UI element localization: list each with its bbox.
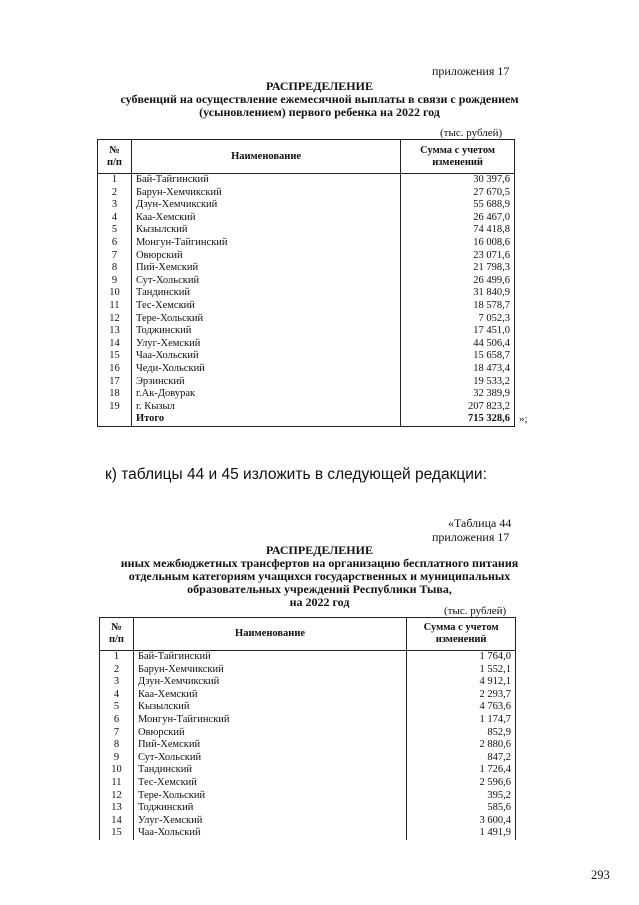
district-name: Барун-Хемчикский (133, 664, 406, 677)
sum-value: 207 823,2 (401, 401, 515, 414)
district-name: Тере-Хольский (131, 313, 400, 326)
district-name: Тандинский (133, 764, 406, 777)
table44-title: РАСПРЕДЕЛЕНИЕ (266, 543, 373, 557)
row-number: 17 (98, 376, 132, 389)
sum-value: 1 764,0 (407, 651, 516, 664)
table-row (100, 790, 516, 803)
district-name: Пий-Хемский (131, 262, 400, 275)
district-name: Тере-Хольский (133, 790, 406, 803)
table-row (98, 237, 515, 250)
table44-subtitle-line3: образовательных учреждений Республики Тыва, (187, 582, 452, 596)
table17-unit: (тыс. рублей) (440, 127, 503, 139)
district-name: Барун-Хемчикский (131, 187, 400, 200)
district-name: Тоджинский (133, 802, 406, 815)
district-name: Чаа-Хольский (133, 827, 406, 840)
table44-subtitle-line4: на 2022 год (289, 595, 350, 609)
row-number: 9 (100, 752, 134, 765)
table-row (100, 701, 516, 714)
sum-value: 1 726,4 (407, 764, 516, 777)
sum-value: 15 658,7 (401, 350, 515, 363)
table44-unit: (тыс. рублей) (444, 605, 507, 617)
district-name: Бай-Тайгинский (133, 651, 406, 664)
row-number: 11 (98, 300, 132, 313)
table17 (97, 139, 515, 427)
row-number: 11 (100, 777, 134, 790)
table-row (98, 350, 515, 363)
row-number: 3 (100, 676, 134, 689)
district-name: Сут-Хольский (133, 752, 406, 765)
sum-value: 17 451,0 (401, 325, 515, 338)
district-name: Тоджинский (131, 325, 400, 338)
district-name: Кызылский (133, 701, 406, 714)
table-row (100, 727, 516, 740)
district-name: Дзун-Хемчикский (133, 676, 406, 689)
row-number: 13 (100, 802, 134, 815)
sum-value: 18 578,7 (401, 300, 515, 313)
table-row (100, 777, 516, 790)
row-number: 3 (98, 199, 132, 212)
table-row (98, 313, 515, 326)
district-name: Сут-Хольский (131, 275, 400, 288)
sum-value: 30 397,6 (401, 174, 515, 187)
sum-value: 852,9 (407, 727, 516, 740)
table-row (98, 250, 515, 263)
district-name: Чаа-Хольский (131, 350, 400, 363)
table-row (100, 714, 516, 727)
page-number: 293 (591, 868, 610, 882)
header-sum: Сумма с учетом изменений (407, 618, 516, 651)
table44-header-row (100, 618, 516, 651)
sum-value: 31 840,9 (401, 287, 515, 300)
district-name: г.Ак-Довурак (131, 388, 400, 401)
sum-value: 847,2 (407, 752, 516, 765)
table-row (98, 187, 515, 200)
table-row (98, 224, 515, 237)
table-row (98, 388, 515, 401)
table-row (100, 739, 516, 752)
header-num: № п/п (98, 140, 132, 174)
row-number: 15 (98, 350, 132, 363)
table-row (98, 212, 515, 225)
table-row (98, 174, 515, 187)
total-label: Итого (131, 413, 400, 426)
row-number: 12 (100, 790, 134, 803)
sum-value: 585,6 (407, 802, 516, 815)
table17-subtitle-line2: (усыновлением) первого ребенка на 2022 год (199, 105, 440, 119)
header-name: Наименование (133, 618, 406, 651)
sum-value: 21 798,3 (401, 262, 515, 275)
row-number: 1 (98, 174, 132, 187)
row-number: 8 (100, 739, 134, 752)
row-number: 1 (100, 651, 134, 664)
sum-value: 395,2 (407, 790, 516, 803)
total-value: 715 328,6 (401, 413, 515, 426)
sum-value: 1 552,1 (407, 664, 516, 677)
row-number: 15 (100, 827, 134, 840)
table-row (100, 802, 516, 815)
table-row (100, 689, 516, 702)
district-name: Тес-Хемский (133, 777, 406, 790)
table-row (98, 401, 515, 414)
row-number: 16 (98, 363, 132, 376)
table17-title: РАСПРЕДЕЛЕНИЕ (266, 79, 373, 93)
row-number: 14 (100, 815, 134, 828)
row-number: 14 (98, 338, 132, 351)
table-row (100, 764, 516, 777)
row-number: 5 (100, 701, 134, 714)
row-number: 9 (98, 275, 132, 288)
row-number: 10 (100, 764, 134, 777)
district-name: Тандинский (131, 287, 400, 300)
district-name: Овюрский (131, 250, 400, 263)
district-name: Улуг-Хемский (131, 338, 400, 351)
table44-subtitle-line2: отдельным категориям учащихся государственных и муниципальных (128, 569, 511, 583)
district-name: Овюрский (133, 727, 406, 740)
header-name: Наименование (131, 140, 400, 174)
sum-value: 1 174,7 (407, 714, 516, 727)
sum-value: 2 293,7 (407, 689, 516, 702)
sum-value: 55 688,9 (401, 199, 515, 212)
table-row (98, 376, 515, 389)
sum-value: 32 389,9 (401, 388, 515, 401)
table-row (98, 199, 515, 212)
instruction-text: к) таблицы 44 и 45 изложить в следующей редакции: (105, 466, 487, 483)
sum-value: 3 600,4 (407, 815, 516, 828)
sum-value: 4 763,6 (407, 701, 516, 714)
total-num-cell (98, 413, 132, 426)
sum-value: 44 506,4 (401, 338, 515, 351)
sum-value: 27 670,5 (401, 187, 515, 200)
row-number: 4 (100, 689, 134, 702)
table17-closing-mark: »; (519, 413, 528, 425)
sum-value: 2 880,6 (407, 739, 516, 752)
district-name: Бай-Тайгинский (131, 174, 400, 187)
table-row (100, 664, 516, 677)
table17-subtitle-line1: субвенций на осуществление ежемесячной выплаты в связи с рождением (120, 92, 519, 106)
sum-value: 26 467,0 (401, 212, 515, 225)
table-row (98, 338, 515, 351)
sum-value: 23 071,6 (401, 250, 515, 263)
sum-value: 18 473,4 (401, 363, 515, 376)
district-name: Кызылский (131, 224, 400, 237)
row-number: 13 (98, 325, 132, 338)
district-name: г. Кызыл (131, 401, 400, 414)
row-number: 10 (98, 287, 132, 300)
row-number: 5 (98, 224, 132, 237)
row-number: 19 (98, 401, 132, 414)
table44-subtitle-line1: иных межбюджетных трансфертов на организацию бесплатного питания (120, 556, 519, 570)
appendix-label-44: приложения 17 (432, 530, 510, 544)
table-row (98, 300, 515, 313)
row-number: 12 (98, 313, 132, 326)
table17-header-row (98, 140, 515, 174)
district-name: Тес-Хемский (131, 300, 400, 313)
sum-value: 4 912,1 (407, 676, 516, 689)
sum-value: 26 499,6 (401, 275, 515, 288)
header-num: № п/п (100, 618, 134, 651)
district-name: Пий-Хемский (133, 739, 406, 752)
district-name: Монгун-Тайгинский (133, 714, 406, 727)
row-number: 6 (98, 237, 132, 250)
sum-value: 16 008,6 (401, 237, 515, 250)
table44-label: «Таблица 44 (448, 516, 512, 530)
sum-value: 2 596,6 (407, 777, 516, 790)
table-row (100, 651, 516, 664)
district-name: Чеди-Хольский (131, 363, 400, 376)
row-number: 7 (98, 250, 132, 263)
row-number: 2 (98, 187, 132, 200)
table-row (100, 752, 516, 765)
sum-value: 7 052,3 (401, 313, 515, 326)
table-row (100, 815, 516, 828)
row-number: 18 (98, 388, 132, 401)
sum-value: 74 418,8 (401, 224, 515, 237)
table-row (100, 676, 516, 689)
sum-value: 1 491,9 (407, 827, 516, 840)
header-sum: Сумма с учетом изменений (401, 140, 515, 174)
district-name: Монгун-Тайгинский (131, 237, 400, 250)
appendix-label-17: приложения 17 (432, 64, 510, 78)
district-name: Улуг-Хемский (133, 815, 406, 828)
district-name: Каа-Хемский (133, 689, 406, 702)
table-row (98, 287, 515, 300)
district-name: Эрзинский (131, 376, 400, 389)
table-row (98, 262, 515, 275)
district-name: Каа-Хемский (131, 212, 400, 225)
total-row (98, 413, 515, 426)
district-name: Дзун-Хемчикский (131, 199, 400, 212)
table-row (98, 275, 515, 288)
row-number: 6 (100, 714, 134, 727)
table-row (98, 325, 515, 338)
table44 (99, 617, 516, 840)
row-number: 7 (100, 727, 134, 740)
sum-value: 19 533,2 (401, 376, 515, 389)
row-number: 8 (98, 262, 132, 275)
table-row (100, 827, 516, 840)
table-row (98, 363, 515, 376)
row-number: 4 (98, 212, 132, 225)
row-number: 2 (100, 664, 134, 677)
